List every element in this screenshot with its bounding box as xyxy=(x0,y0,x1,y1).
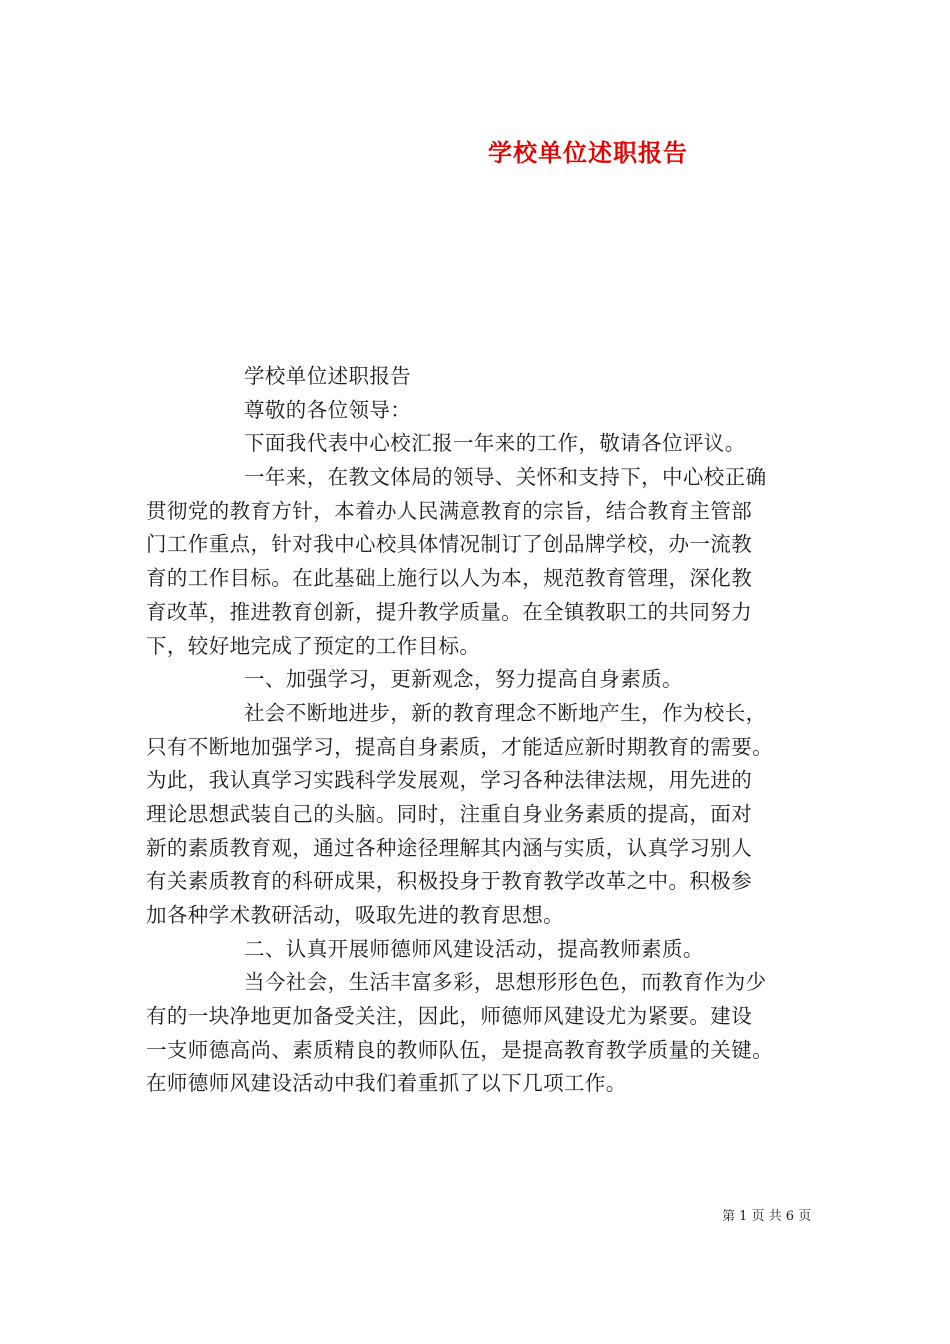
body-line: 门工作重点，针对我中心校具体情况制订了创品牌学校，办一流教 xyxy=(146,532,753,557)
page-number-footer: 第 1 页 共 6 页 xyxy=(722,1209,812,1224)
body-line: 一、加强学习，更新观念，努力提高自身素质。 xyxy=(244,667,683,692)
body-line: 下面我代表中心校汇报一年来的工作，敬请各位评议。 xyxy=(244,431,746,456)
body-line: 学校单位述职报告 xyxy=(244,364,412,388)
body-line: 尊敬的各位领导： xyxy=(244,397,412,422)
body-line: 理论思想武装自己的头脑。同时，注重自身业务素质的提高，面对 xyxy=(146,801,753,826)
body-line: 当今社会，生活丰富多彩，思想形形色色，而教育作为少 xyxy=(244,970,767,995)
body-line: 贯彻党的教育方针，本着办人民满意教育的宗旨，结合教育主管部 xyxy=(146,498,753,523)
body-line: 加各种学术教研活动，吸取先进的教育思想。 xyxy=(146,903,564,927)
body-line: 新的素质教育观，通过各种途径理解其内涵与实质，认真学习别人 xyxy=(146,835,753,860)
body-line: 为此，我认真学习实践科学发展观，学习各种法律法规，用先进的 xyxy=(146,768,753,793)
body-line: 育的工作目标。在此基础上施行以人为本，规范教育管理，深化教 xyxy=(146,566,753,591)
body-line: 下，较好地完成了预定的工作目标。 xyxy=(146,633,481,658)
body-line: 有的一块净地更加备受关注，因此，师德师风建设尤为紧要。建设 xyxy=(146,1004,753,1029)
body-line: 只有不断地加强学习，提高自身素质，才能适应新时期教育的需要。 xyxy=(146,734,773,759)
body-line: 社会不断地进步，新的教育理念不断地产生，作为校长， xyxy=(244,700,767,725)
body-line: 一年来，在教文体局的领导、关怀和支持下，中心校正确 xyxy=(244,465,767,490)
body-line: 育改革，推进教育创新，提升教学质量。在全镇教职工的共同努力 xyxy=(146,599,753,624)
body-line: 二、认真开展师德师风建设活动，提高教师素质。 xyxy=(244,936,704,961)
body-line: 在师德师风建设活动中我们着重抓了以下几项工作。 xyxy=(146,1071,627,1096)
document-body xyxy=(146,360,818,1101)
document-title: 学校单位述职报告 xyxy=(488,138,688,167)
body-line: 有关素质教育的科研成果，积极投身于教育教学改革之中。积极参 xyxy=(146,869,753,894)
body-line: 一支师德高尚、素质精良的教师队伍，是提高教育教学质量的关键。 xyxy=(146,1037,773,1062)
